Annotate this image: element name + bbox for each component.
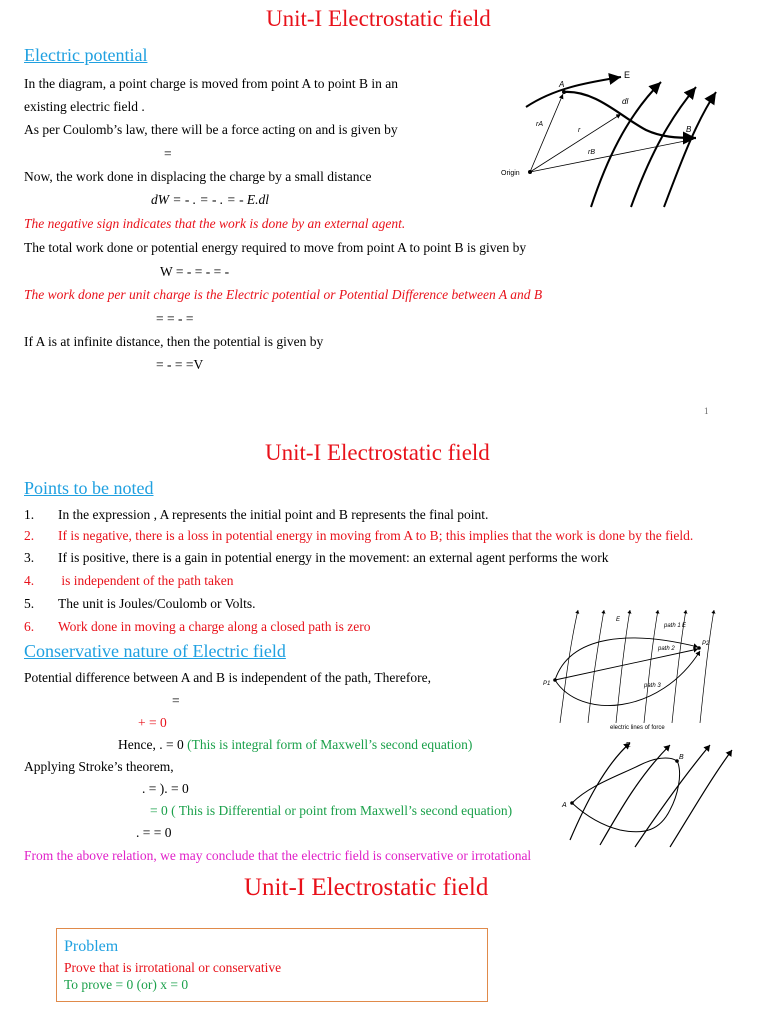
e-label: E bbox=[626, 742, 631, 749]
path-2-label: path 2 bbox=[658, 646, 675, 652]
to-prove-text: To prove = 0 (or) x = 0 bbox=[64, 977, 189, 992]
problem-box bbox=[56, 928, 488, 1002]
field-line bbox=[560, 610, 578, 723]
point-b-label: B bbox=[686, 125, 692, 134]
point-b bbox=[690, 136, 694, 140]
slide1-equation: = = - = bbox=[156, 311, 194, 326]
slide2-equation: . = = 0 bbox=[136, 825, 172, 840]
slide2-conclusion: From the above relation, we may conclude that the electric field is conservative or irrotational bbox=[24, 848, 532, 863]
field-line bbox=[664, 92, 716, 207]
point-a bbox=[570, 801, 574, 805]
slide1-line: existing electric field . bbox=[24, 99, 145, 114]
e-label: E bbox=[682, 623, 687, 629]
closed-path bbox=[572, 758, 680, 832]
path-3-label: path 3 bbox=[644, 683, 661, 689]
slide1-line: As per Coulomb’s law, there will be a force acting on and is given by bbox=[24, 122, 398, 137]
field-line bbox=[670, 750, 732, 847]
page-number: 1 bbox=[704, 406, 709, 416]
e-label: E bbox=[616, 617, 621, 623]
slide1-title: Unit-I Electrostatic field bbox=[266, 6, 491, 31]
slide2-line: Applying Stroke’s theorem, bbox=[24, 759, 174, 774]
point-a bbox=[562, 90, 566, 94]
slide2-equation: Hence, . = 0 (This is integral form of Maxwell’s second equation) bbox=[118, 737, 473, 752]
slide2-equation: = bbox=[172, 693, 180, 708]
slide2-title: Unit-I Electrostatic field bbox=[265, 440, 490, 465]
a-label: A bbox=[562, 802, 567, 809]
slide3-title: Unit-I Electrostatic field bbox=[244, 874, 489, 901]
slide1-equation: = bbox=[164, 146, 172, 161]
potential-diagram bbox=[496, 62, 726, 212]
dl-label: dl bbox=[622, 97, 629, 106]
slide1-heading: Electric potential bbox=[24, 45, 148, 65]
slide2-heading-points: Points to be noted bbox=[24, 478, 154, 498]
ra-label: rA bbox=[536, 121, 543, 128]
path-3 bbox=[555, 651, 700, 706]
point-item: 6. Work done in moving a charge along a closed path is zero bbox=[24, 619, 371, 634]
slide1-line: The total work done or potential energy required to move from point A to point B is given by bbox=[24, 240, 527, 255]
field-line bbox=[635, 745, 710, 847]
slide1-line: In the diagram, a point charge is moved from point A to point B in an bbox=[24, 76, 398, 91]
paths-diagram bbox=[540, 605, 740, 733]
p2-label: P2 bbox=[702, 641, 710, 647]
point-item: 1. In the expression , A represents the initial point and B represents the final point. bbox=[24, 507, 489, 522]
problem-text: Prove that is irrotational or conservative bbox=[64, 960, 282, 975]
slide1-note: The work done per unit charge is the Electric potential or Potential Difference between A and B bbox=[24, 287, 543, 302]
vector-rb bbox=[530, 140, 690, 172]
path-1-label: path 1 bbox=[664, 623, 681, 629]
path-2 bbox=[555, 649, 698, 680]
slide1-equation: W = - = - = - bbox=[160, 264, 230, 279]
point-item: 4. is independent of the path taken bbox=[24, 573, 234, 588]
problem-heading: Problem bbox=[64, 938, 119, 955]
point-a-label: A bbox=[559, 80, 565, 89]
field-line bbox=[588, 610, 604, 723]
point-item: 2. If is negative, there is a loss in potential energy in moving from A to B; this implies that the work is done by the field. bbox=[24, 528, 694, 543]
point-p2 bbox=[697, 646, 701, 650]
field-line bbox=[570, 743, 630, 840]
diagram-caption: electric lines of force bbox=[610, 725, 665, 731]
vector-ra bbox=[530, 94, 563, 172]
p1-label: P1 bbox=[543, 681, 551, 687]
path-1 bbox=[555, 638, 698, 680]
point-item: 5. The unit is Joules/Coulomb or Volts. bbox=[24, 596, 256, 611]
origin-label: Origin bbox=[501, 170, 520, 177]
point-p1 bbox=[553, 678, 557, 682]
point-item: 3. If is positive, there is a gain in potential energy in the movement: an external agent performs the work bbox=[24, 550, 609, 565]
slide2-equation: = 0 ( This is Differential or point from Maxwell’s second equation) bbox=[150, 803, 513, 818]
slide1-equation: = - = =V bbox=[156, 357, 204, 372]
field-label: E bbox=[624, 70, 631, 80]
closed-path-diagram bbox=[560, 735, 735, 850]
slide1-line: Now, the work done in displacing the charge by a small distance bbox=[24, 169, 372, 184]
b-label: B bbox=[679, 754, 684, 761]
slide2-line: Potential difference between A and B is independent of the path, Therefore, bbox=[24, 670, 431, 685]
slide2-equation: . = ). = 0 bbox=[142, 781, 189, 796]
field-line bbox=[644, 610, 658, 723]
slide1-note: The negative sign indicates that the work is done by an external agent. bbox=[24, 216, 406, 231]
field-line bbox=[700, 610, 714, 723]
origin-point bbox=[528, 170, 532, 174]
rb-label: rB bbox=[588, 149, 595, 156]
field-line bbox=[600, 745, 670, 845]
r-label: r bbox=[578, 127, 581, 134]
slide1-line: If A is at infinite distance, then the potential is given by bbox=[24, 334, 324, 349]
slide1-equation: dW = - . = - . = - E.dl bbox=[151, 192, 270, 207]
slide2-equation: + = 0 bbox=[138, 715, 167, 730]
slide2-heading-conservative: Conservative nature of Electric field bbox=[24, 641, 286, 661]
